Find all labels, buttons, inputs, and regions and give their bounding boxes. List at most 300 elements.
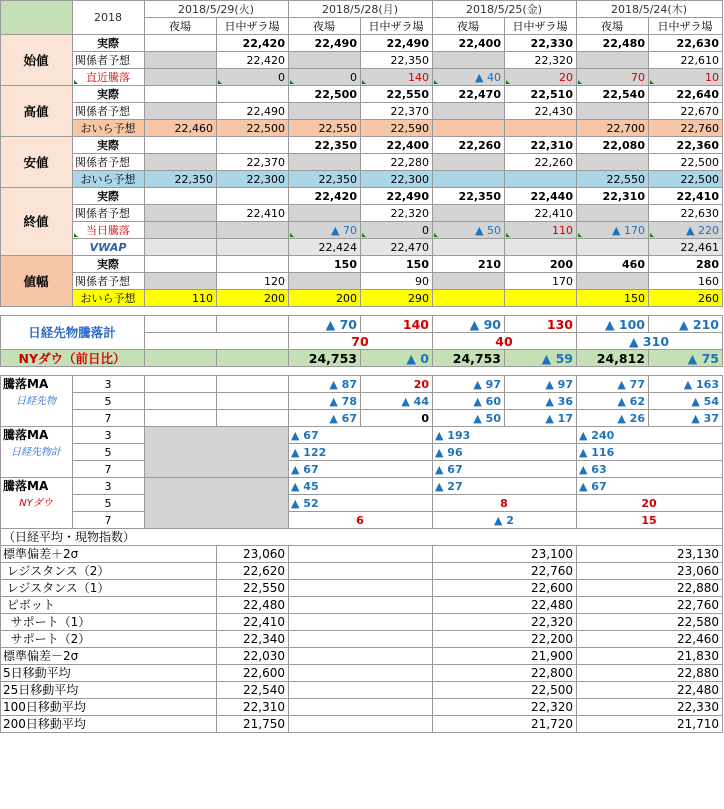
ma-period: 3 [73, 376, 145, 393]
ma-sub-nikkei: 日経先物 [1, 393, 73, 410]
open-insider-cell [289, 52, 361, 69]
ma1-cell: ▲ 67 [289, 410, 361, 427]
spot-row [1, 665, 723, 682]
close-sameday-cell [217, 222, 289, 239]
nikkei-total-cell: ▲ 210 [649, 316, 723, 333]
spot-empty [289, 682, 433, 699]
date-header-3: 2018/5/25(金) [433, 1, 577, 18]
session-day: 日中ザラ場 [217, 18, 289, 35]
actual-label: 実際 [73, 137, 145, 154]
spacer [1, 307, 723, 316]
low-actual-cell: 22,310 [505, 137, 577, 154]
close-sameday-cell: ▲ 70 [289, 222, 361, 239]
spot-value: 22,880 [577, 580, 723, 597]
oira-label: おいら予想 [73, 120, 145, 137]
range-label: 値幅 [1, 256, 73, 307]
range-insider-cell [433, 273, 505, 290]
high-oira-cell: 22,590 [361, 120, 433, 137]
date-header-1: 2018/5/29(火) [145, 1, 289, 18]
close-label: 終値 [1, 188, 73, 256]
spot-empty [289, 597, 433, 614]
insider-label: 関係者予想 [73, 52, 145, 69]
open-insider-cell [145, 52, 217, 69]
high-oira-cell: 22,760 [649, 120, 723, 137]
high-insider-cell [577, 103, 649, 120]
close-vwap-cell: 22,461 [649, 239, 723, 256]
high-oira-cell: 22,460 [145, 120, 217, 137]
spot-empty [289, 716, 433, 733]
ma2-blank [145, 427, 289, 478]
ma3-cell: ▲ 67 [577, 478, 723, 495]
close-insider-cell: 22,410 [505, 205, 577, 222]
insider-label: 関係者予想 [73, 103, 145, 120]
open-recent-cell [145, 69, 217, 86]
spot-row [1, 580, 723, 597]
open-actual-cell: 22,630 [649, 35, 723, 52]
nikkei-sum-cell: 70 [289, 333, 433, 350]
spot-value: 23,130 [577, 546, 723, 563]
ma2-cell: ▲ 67 [289, 461, 433, 478]
nikkei-total-label: 日経先物騰落計 [1, 316, 145, 350]
session-night: 夜場 [289, 18, 361, 35]
low-insider-cell [577, 154, 649, 171]
range-actual-cell: 200 [505, 256, 577, 273]
actual-label: 実際 [73, 256, 145, 273]
low-oira-cell: 22,350 [289, 171, 361, 188]
close-sameday-cell [145, 222, 217, 239]
ma1-cell [217, 410, 289, 427]
ma1-cell: ▲ 97 [505, 376, 577, 393]
spot-label: サポート（2） [1, 631, 217, 648]
session-day: 日中ザラ場 [361, 18, 433, 35]
ma3-cell: ▲ 2 [433, 512, 577, 529]
open-recent-cell: 0 [217, 69, 289, 86]
open-insider-cell [433, 52, 505, 69]
low-oira-cell: 22,300 [361, 171, 433, 188]
close-actual-cell: 22,440 [505, 188, 577, 205]
spot-row [1, 563, 723, 580]
ma1-cell: ▲ 50 [433, 410, 505, 427]
high-actual-cell: 22,540 [577, 86, 649, 103]
close-sameday-cell: ▲ 170 [577, 222, 649, 239]
high-insider-cell: 22,370 [361, 103, 433, 120]
open-recent-cell: 70 [577, 69, 649, 86]
range-oira-cell: 290 [361, 290, 433, 307]
high-insider-cell [289, 103, 361, 120]
session-night: 夜場 [577, 18, 649, 35]
spot-row [1, 699, 723, 716]
ma3-cell: 15 [577, 512, 723, 529]
nydow-cell [217, 350, 289, 367]
open-actual-cell: 22,400 [433, 35, 505, 52]
spacer [1, 367, 723, 376]
ma2-cell: ▲ 193 [433, 427, 577, 444]
open-insider-cell [577, 52, 649, 69]
close-insider-cell [145, 205, 217, 222]
date-header-2: 2018/5/28(月) [289, 1, 433, 18]
open-actual-cell: 22,480 [577, 35, 649, 52]
range-actual-cell: 460 [577, 256, 649, 273]
ma-label: 騰落MA [1, 427, 73, 444]
low-oira-cell: 22,550 [577, 171, 649, 188]
spot-section-title: （日経平均・現物指数） [1, 529, 723, 546]
session-day: 日中ザラ場 [649, 18, 723, 35]
spot-value: 22,760 [577, 597, 723, 614]
spot-label: 標準偏差＋2σ [1, 546, 217, 563]
spot-label: 5日移動平均 [1, 665, 217, 682]
close-sameday-cell: 0 [361, 222, 433, 239]
spot-value: 22,340 [217, 631, 289, 648]
ma3-cell: 20 [577, 495, 723, 512]
close-insider-cell [289, 205, 361, 222]
ma-period: 5 [73, 393, 145, 410]
nydow-cell [145, 350, 217, 367]
spot-value: 22,480 [433, 597, 577, 614]
range-insider-cell: 170 [505, 273, 577, 290]
range-oira-cell: 260 [649, 290, 723, 307]
close-vwap-cell [577, 239, 649, 256]
session-day: 日中ザラ場 [505, 18, 577, 35]
nydow-cell: ▲ 0 [361, 350, 433, 367]
spot-table-body [1, 546, 723, 733]
low-actual-cell: 22,260 [433, 137, 505, 154]
corner-cell [1, 1, 73, 35]
spot-row [1, 614, 723, 631]
spot-value: 22,480 [217, 597, 289, 614]
ma2-cell: ▲ 96 [433, 444, 577, 461]
ma-sub-nikkei-total: 日経先物計 [1, 444, 73, 461]
open-recent-cell: ▲ 40 [433, 69, 505, 86]
spot-row [1, 597, 723, 614]
spot-value: 21,900 [433, 648, 577, 665]
range-insider-cell: 160 [649, 273, 723, 290]
spot-row [1, 631, 723, 648]
high-oira-cell [433, 120, 505, 137]
nikkei-total-cell: ▲ 70 [289, 316, 361, 333]
spot-empty [289, 580, 433, 597]
close-insider-cell: 22,630 [649, 205, 723, 222]
ma2-cell: ▲ 240 [577, 427, 723, 444]
low-insider-cell: 22,260 [505, 154, 577, 171]
actual-label: 実際 [73, 35, 145, 52]
spot-value: 22,310 [217, 699, 289, 716]
nydow-cell: ▲ 59 [505, 350, 577, 367]
high-oira-cell [505, 120, 577, 137]
spot-label: 標準偏差－2σ [1, 648, 217, 665]
insider-label: 関係者予想 [73, 205, 145, 222]
high-actual-cell: 22,470 [433, 86, 505, 103]
spot-row [1, 648, 723, 665]
close-actual-cell: 22,350 [433, 188, 505, 205]
spot-value: 21,830 [577, 648, 723, 665]
date-header-4: 2018/5/24(木) [577, 1, 723, 18]
ma-period: 3 [73, 427, 145, 444]
ma1-cell: ▲ 60 [433, 393, 505, 410]
ma3-cell: ▲ 52 [289, 495, 433, 512]
ma1-cell: 0 [361, 410, 433, 427]
high-insider-cell: 22,670 [649, 103, 723, 120]
close-vwap-cell: 22,424 [289, 239, 361, 256]
high-oira-cell: 22,550 [289, 120, 361, 137]
ma1-cell: ▲ 54 [649, 393, 723, 410]
ma-label: 騰落MA [1, 478, 73, 495]
close-insider-cell [577, 205, 649, 222]
ma-empty [1, 410, 73, 427]
open-recent-cell: 0 [289, 69, 361, 86]
high-insider-cell [433, 103, 505, 120]
open-actual-cell: 22,330 [505, 35, 577, 52]
ma-empty [1, 461, 73, 478]
spot-value: 22,760 [433, 563, 577, 580]
ma-period: 7 [73, 461, 145, 478]
ma3-cell: 6 [289, 512, 433, 529]
actual-label: 実際 [73, 86, 145, 103]
nikkei-sum-cell: 40 [433, 333, 577, 350]
spot-label: 25日移動平均 [1, 682, 217, 699]
spot-label: 200日移動平均 [1, 716, 217, 733]
ma1-cell: ▲ 163 [649, 376, 723, 393]
close-vwap-cell: 22,470 [361, 239, 433, 256]
recent-change-label: 直近騰落 [73, 69, 145, 86]
low-oira-cell: 22,350 [145, 171, 217, 188]
ma2-cell: ▲ 116 [577, 444, 723, 461]
ma1-cell [217, 376, 289, 393]
open-recent-cell: 140 [361, 69, 433, 86]
spot-value: 22,410 [217, 614, 289, 631]
spot-value: 21,750 [217, 716, 289, 733]
range-insider-cell: 90 [361, 273, 433, 290]
open-actual-cell: 22,420 [217, 35, 289, 52]
range-actual-cell: 150 [289, 256, 361, 273]
low-oira-cell [505, 171, 577, 188]
open-insider-cell: 22,420 [217, 52, 289, 69]
open-insider-cell: 22,350 [361, 52, 433, 69]
nikkei-sum-empty [145, 333, 289, 350]
spot-empty [289, 631, 433, 648]
ma1-cell: ▲ 36 [505, 393, 577, 410]
nikkei-total-cell: 130 [505, 316, 577, 333]
year-label: 2018 [73, 1, 145, 35]
nydow-cell: 24,812 [577, 350, 649, 367]
spot-empty [289, 546, 433, 563]
close-actual-cell [217, 188, 289, 205]
low-oira-cell [433, 171, 505, 188]
open-recent-cell: 10 [649, 69, 723, 86]
close-insider-cell: 22,410 [217, 205, 289, 222]
spot-empty [289, 665, 433, 682]
low-oira-cell: 22,500 [649, 171, 723, 188]
spot-value: 22,320 [433, 699, 577, 716]
spot-label: レジスタンス（1） [1, 580, 217, 597]
ma1-cell: ▲ 78 [289, 393, 361, 410]
insider-label: 関係者予想 [73, 273, 145, 290]
oira-label: おいら予想 [73, 171, 145, 188]
high-oira-cell: 22,500 [217, 120, 289, 137]
ma-period: 7 [73, 410, 145, 427]
insider-label: 関係者予想 [73, 154, 145, 171]
range-oira-cell: 200 [289, 290, 361, 307]
ma2-cell: ▲ 122 [289, 444, 433, 461]
ma1-cell: ▲ 37 [649, 410, 723, 427]
close-insider-cell: 22,320 [361, 205, 433, 222]
range-oira-cell: 150 [577, 290, 649, 307]
ma1-cell: 20 [361, 376, 433, 393]
spot-empty [289, 699, 433, 716]
ma-period: 3 [73, 478, 145, 495]
spot-value: 22,800 [433, 665, 577, 682]
open-actual-cell: 22,490 [289, 35, 361, 52]
nydow-cell: 24,753 [433, 350, 505, 367]
range-oira-cell [505, 290, 577, 307]
ma-empty [1, 512, 73, 529]
close-sameday-cell: 110 [505, 222, 577, 239]
ma1-cell: ▲ 17 [505, 410, 577, 427]
open-insider-cell: 22,320 [505, 52, 577, 69]
nikkei-total-cell [217, 316, 289, 333]
spot-value: 22,200 [433, 631, 577, 648]
close-sameday-cell: ▲ 220 [649, 222, 723, 239]
spot-value: 22,600 [433, 580, 577, 597]
spot-value: 23,060 [217, 546, 289, 563]
ma2-cell: ▲ 67 [433, 461, 577, 478]
range-oira-cell [433, 290, 505, 307]
close-actual-cell: 22,490 [361, 188, 433, 205]
nydow-cell: 24,753 [289, 350, 361, 367]
nikkei-total-cell: 140 [361, 316, 433, 333]
ma3-cell: ▲ 45 [289, 478, 433, 495]
ma3-cell: ▲ 27 [433, 478, 577, 495]
range-insider-cell: 120 [217, 273, 289, 290]
range-oira-cell: 200 [217, 290, 289, 307]
spot-value: 23,060 [577, 563, 723, 580]
low-actual-cell: 22,400 [361, 137, 433, 154]
ma-period: 5 [73, 444, 145, 461]
spot-empty [289, 648, 433, 665]
ma3-cell: 8 [433, 495, 577, 512]
high-insider-cell: 22,430 [505, 103, 577, 120]
close-sameday-cell: ▲ 50 [433, 222, 505, 239]
spot-row [1, 682, 723, 699]
spot-label: 100日移動平均 [1, 699, 217, 716]
ma1-cell [217, 393, 289, 410]
close-actual-cell: 22,410 [649, 188, 723, 205]
spot-value: 21,720 [433, 716, 577, 733]
nikkei-total-cell: ▲ 90 [433, 316, 505, 333]
spot-label: サポート（1） [1, 614, 217, 631]
close-vwap-cell [505, 239, 577, 256]
spot-value: 21,710 [577, 716, 723, 733]
ma1-cell: ▲ 26 [577, 410, 649, 427]
close-vwap-cell [217, 239, 289, 256]
high-actual-cell: 22,550 [361, 86, 433, 103]
ma1-cell [145, 393, 217, 410]
ma1-cell: ▲ 44 [361, 393, 433, 410]
ma2-cell: ▲ 63 [577, 461, 723, 478]
spot-value: 22,330 [577, 699, 723, 716]
range-actual-cell: 210 [433, 256, 505, 273]
range-actual-cell [145, 256, 217, 273]
spot-value: 22,320 [433, 614, 577, 631]
range-insider-cell [577, 273, 649, 290]
nikkei-total-cell [145, 316, 217, 333]
vwap-label: VWAP [73, 239, 145, 256]
spot-empty [289, 563, 433, 580]
low-insider-cell: 22,280 [361, 154, 433, 171]
nikkei-sum-cell: ▲ 310 [577, 333, 723, 350]
high-actual-cell: 22,510 [505, 86, 577, 103]
ma-period: 7 [73, 512, 145, 529]
ma1-cell: ▲ 87 [289, 376, 361, 393]
open-recent-cell: 20 [505, 69, 577, 86]
range-actual-cell [217, 256, 289, 273]
nydow-cell: ▲ 75 [649, 350, 723, 367]
ma-period: 5 [73, 495, 145, 512]
range-actual-cell: 280 [649, 256, 723, 273]
spot-value: 22,030 [217, 648, 289, 665]
close-vwap-cell [433, 239, 505, 256]
open-insider-cell: 22,610 [649, 52, 723, 69]
low-actual-cell: 22,350 [289, 137, 361, 154]
spot-value: 22,620 [217, 563, 289, 580]
high-label: 高値 [1, 86, 73, 137]
high-oira-cell: 22,700 [577, 120, 649, 137]
close-insider-cell [433, 205, 505, 222]
range-oira-cell: 110 [145, 290, 217, 307]
high-actual-cell [217, 86, 289, 103]
actual-label: 実際 [73, 188, 145, 205]
close-vwap-cell [145, 239, 217, 256]
low-insider-cell [145, 154, 217, 171]
spot-value: 23,100 [433, 546, 577, 563]
ma-sub-nydow: NYダウ [1, 495, 73, 512]
high-insider-cell [145, 103, 217, 120]
low-actual-cell [145, 137, 217, 154]
nydow-label: NYダウ（前日比） [1, 350, 145, 367]
low-actual-cell: 22,080 [577, 137, 649, 154]
spot-value: 22,880 [577, 665, 723, 682]
low-actual-cell: 22,360 [649, 137, 723, 154]
open-actual-cell [145, 35, 217, 52]
spot-value: 22,480 [577, 682, 723, 699]
spot-value: 22,580 [577, 614, 723, 631]
spot-row [1, 546, 723, 563]
ma1-cell: ▲ 97 [433, 376, 505, 393]
close-actual-cell: 22,420 [289, 188, 361, 205]
session-night: 夜場 [145, 18, 217, 35]
ma1-cell: ▲ 62 [577, 393, 649, 410]
spot-label: ピボット [1, 597, 217, 614]
spot-row [1, 716, 723, 733]
low-insider-cell [289, 154, 361, 171]
high-actual-cell: 22,500 [289, 86, 361, 103]
high-actual-cell: 22,640 [649, 86, 723, 103]
sameday-change-label: 当日騰落 [73, 222, 145, 239]
range-insider-cell [289, 273, 361, 290]
spot-value: 22,540 [217, 682, 289, 699]
spot-value: 22,460 [577, 631, 723, 648]
low-actual-cell [217, 137, 289, 154]
open-actual-cell: 22,490 [361, 35, 433, 52]
session-night: 夜場 [433, 18, 505, 35]
ma-label: 騰落MA [1, 376, 73, 393]
ma3-blank [145, 478, 289, 529]
oira-label: おいら予想 [73, 290, 145, 307]
close-actual-cell: 22,310 [577, 188, 649, 205]
low-label: 安値 [1, 137, 73, 188]
spot-value: 22,500 [433, 682, 577, 699]
low-oira-cell: 22,300 [217, 171, 289, 188]
ma2-cell: ▲ 67 [289, 427, 433, 444]
